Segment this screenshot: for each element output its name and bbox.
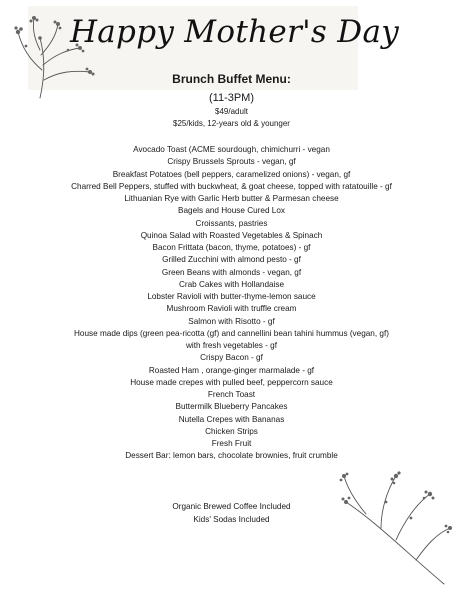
menu-item: Bacon Frittata (bacon, thyme, potatoes) - gf (152, 243, 311, 252)
menu-subtitle: Brunch Buffet Menu: (172, 72, 291, 86)
menu-item: House made dips (green pea-ricotta (gf) and cannellini bean tahini hummus (vegan, gf) (74, 328, 389, 338)
pricing (0, 106, 463, 131)
menu-item: Mushroom Ravioli with truffle cream (166, 304, 297, 314)
menu-list (0, 144, 463, 463)
menu-item: Quinoa Salad with Roasted Vegetables & Spinach (140, 230, 323, 240)
included-coffee: Organic Brewed Coffee Included (172, 502, 291, 511)
menu-item: Salmon with Risotto - gf (188, 316, 275, 326)
menu-item: Buttermilk Blueberry Pancakes (175, 402, 288, 412)
menu-item: House made crepes with pulled beef, peppercorn sauce (130, 377, 333, 387)
menu-item: Lobster Ravioli with butter-thyme-lemon sauce (147, 292, 316, 301)
menu-item: Crispy Bacon - gf (200, 353, 263, 363)
menu-item: Crispy Brussels Sprouts - vegan, gf (167, 157, 296, 167)
service-hours: (11-3PM) (208, 92, 255, 104)
included-notes (0, 500, 463, 526)
price-adult: $49/adult (215, 107, 248, 116)
menu-item: Roasted Ham , orange-ginger marmalade - gf (148, 365, 315, 375)
menu-item: Breakfast Potatoes (bell peppers, caramelized onions) - vegan, gf (112, 169, 351, 179)
menu-item: Grilled Zucchini with almond pesto - gf (162, 255, 301, 265)
menu-item: Croissants, pastries (195, 218, 268, 228)
menu-item: Dessert Bar: lemon bars, chocolate brownies, fruit crumble (125, 451, 338, 461)
menu-item: Bagels and House Cured Lox (178, 206, 285, 216)
menu-item: Avocado Toast (ACME sourdough, chimichurri - vegan (133, 145, 330, 154)
menu-item: Chicken Strips (205, 426, 258, 436)
menu-item: Nutella Crepes with Bananas (178, 414, 285, 424)
menu-item: with fresh vegetables - gf (185, 341, 278, 350)
dried-flower-sprig-icon (326, 462, 456, 592)
menu-item: Green Beans with almonds - vegan, gf (161, 267, 302, 277)
menu-item: Lithuanian Rye with Garlic Herb butter & Parmesan cheese (124, 194, 339, 203)
menu-item: Charred Bell Peppers, stuffed with buckwheat, & goat cheese, topped with ratatouille - gf (71, 181, 392, 191)
menu-item: Crab Cakes with Hollandaise (178, 279, 285, 289)
page-title: Happy Mother's Day (69, 14, 400, 50)
menu-item: Fresh Fruit (211, 439, 252, 448)
menu-item: French Toast (207, 390, 256, 399)
price-kids: $25/kids, 12-years old & younger (173, 119, 290, 129)
included-sodas: Kids' Sodas Included (193, 515, 270, 524)
